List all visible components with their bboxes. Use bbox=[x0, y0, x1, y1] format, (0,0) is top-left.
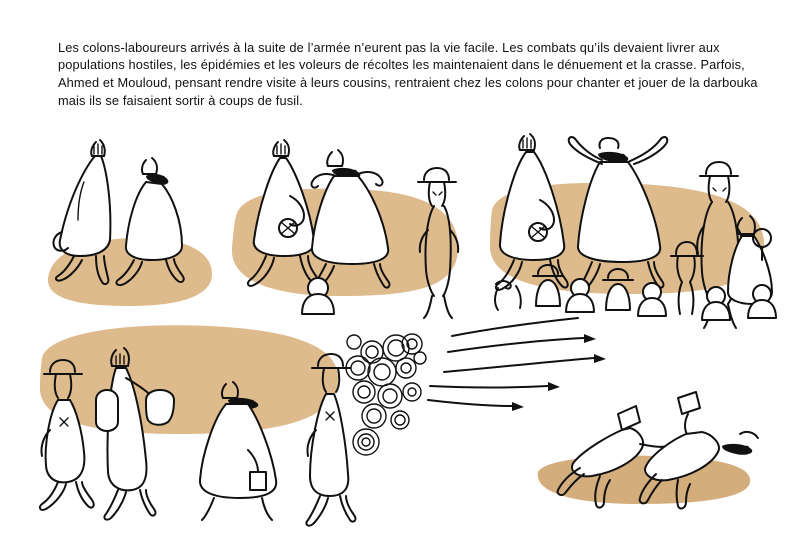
panel-5-smoke-and-shots bbox=[346, 318, 606, 455]
caption-text: Les colons-laboureurs arrivés à la suite de l’armée n’eurent pas la vie facile. Les combats qu’ils devaient livrer aux populations hostiles, les épidémies et les voleurs de récoltes les maintenaient dans le dénuement et la crasse. Parfois, Ahmed et Mouloud, pensant rendre visite à leurs cousins, rentraient chez les colons pour chanter et jouer de la darbouka mais ils se faisaient sortir à coups de fusil. bbox=[58, 39, 758, 108]
panel-6 bbox=[538, 392, 758, 509]
comic-illustration bbox=[0, 100, 800, 533]
panel-4-sand-blob bbox=[40, 325, 338, 434]
panel-6-sand-blob bbox=[538, 456, 750, 504]
smoke-cluster bbox=[346, 334, 426, 455]
illustration-artboard bbox=[0, 100, 800, 533]
panel-3 bbox=[490, 134, 776, 328]
panel-1 bbox=[48, 140, 212, 306]
panel-2 bbox=[232, 140, 458, 318]
panel-4 bbox=[40, 325, 356, 525]
shot-lines bbox=[428, 318, 606, 411]
